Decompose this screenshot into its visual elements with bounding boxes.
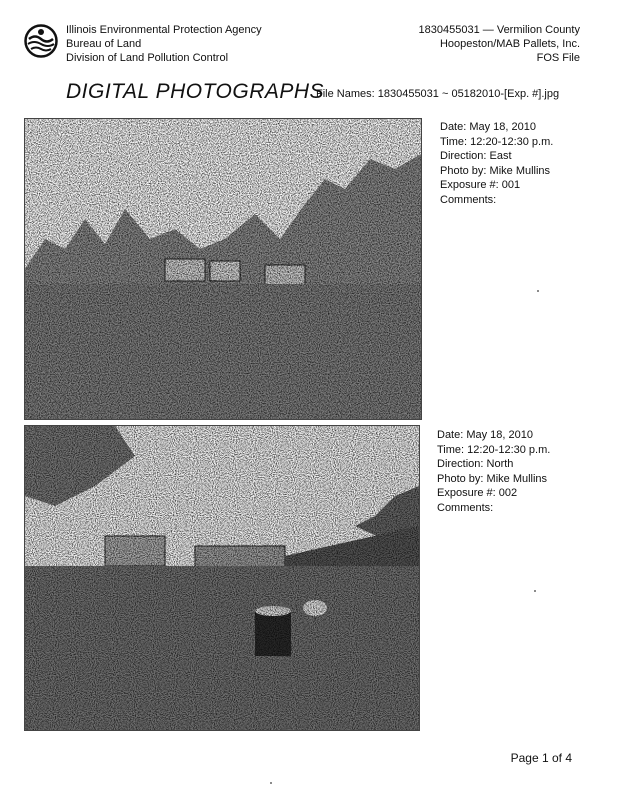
site-id-county: 1830455031 — Vermilion County bbox=[418, 24, 580, 36]
page-number: Page 1 of 4 bbox=[510, 751, 572, 765]
photo-2-details bbox=[437, 428, 550, 515]
division-name: Division of Land Pollution Control bbox=[66, 52, 229, 64]
photo-1-comments: Comments: bbox=[440, 193, 497, 206]
photo-1-direction: Direction: East bbox=[440, 150, 512, 162]
photo-1-time: Time: 12:20-12:30 p.m. bbox=[440, 135, 554, 148]
file-type: FOS File bbox=[536, 52, 580, 64]
photo-2-comments: Comments: bbox=[437, 501, 494, 514]
agency-name: Illinois Environmental Protection Agency bbox=[66, 24, 262, 36]
scan-speck bbox=[534, 590, 536, 592]
site-name: Hoopeston/MAB Pallets, Inc. bbox=[439, 38, 580, 50]
photo-1-details bbox=[440, 120, 553, 207]
iepa-logo bbox=[24, 23, 58, 59]
photo-1-date: Date: May 18, 2010 bbox=[440, 121, 537, 133]
photo-1-exposure: Exposure #: 001 bbox=[440, 179, 521, 191]
site-block bbox=[419, 23, 580, 65]
bureau-name: Bureau of Land bbox=[66, 38, 142, 50]
scan-speck bbox=[270, 782, 272, 784]
scan-speck bbox=[537, 290, 539, 292]
photo-east bbox=[24, 118, 422, 420]
file-names: File Names: 1830455031 ~ 05182010-[Exp. #].jpg bbox=[316, 88, 560, 100]
photo-north bbox=[24, 425, 420, 731]
agency-block bbox=[66, 23, 262, 65]
photo-2-time: Time: 12:20-12:30 p.m. bbox=[437, 443, 551, 456]
photo-2-photographer: Photo by: Mike Mullins bbox=[437, 472, 548, 485]
page-title: DIGITAL PHOTOGRAPHS bbox=[66, 80, 325, 103]
photo-2-date: Date: May 18, 2010 bbox=[437, 429, 534, 441]
photo-2-direction: Direction: North bbox=[437, 458, 514, 470]
photo-2-exposure: Exposure #: 002 bbox=[437, 487, 518, 499]
photo-1-photographer: Photo by: Mike Mullins bbox=[440, 164, 551, 177]
